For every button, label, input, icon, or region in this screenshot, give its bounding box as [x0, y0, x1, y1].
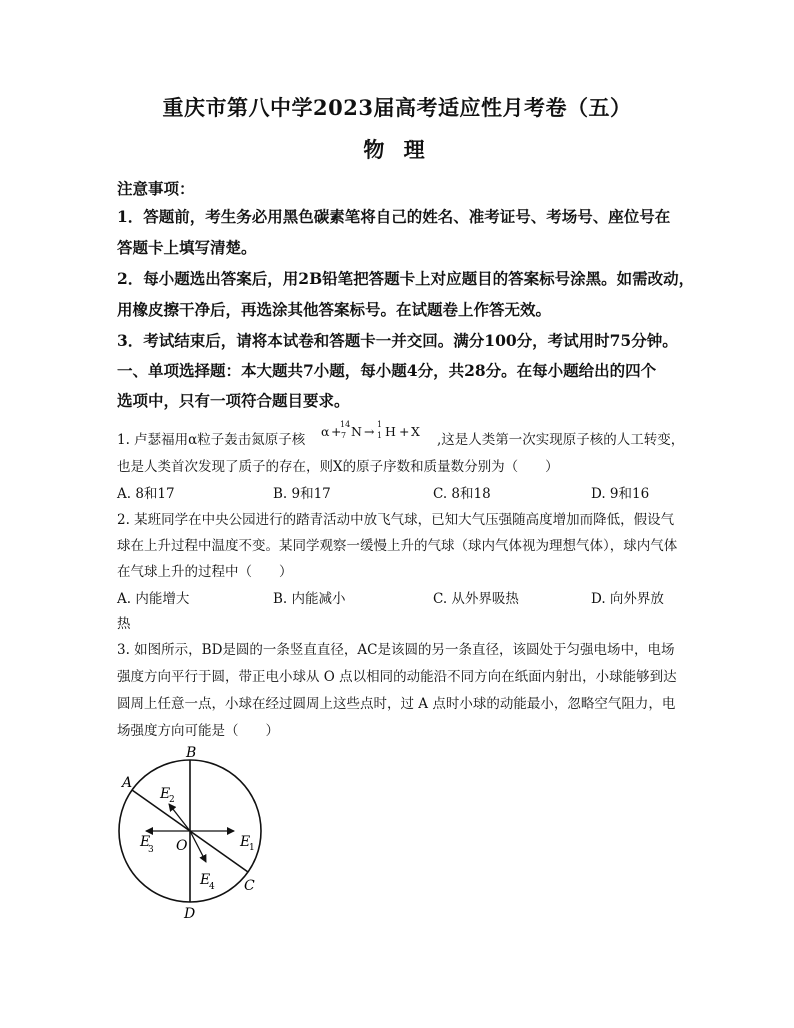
q2-stem: 球在上升过程中温度不变。某同学观察一缓慢上升的气球（球内气体视为理想气体），球内气体 [117, 538, 678, 554]
label-c: C [244, 878, 255, 894]
q1-option-b: B. 9和17 [273, 486, 331, 502]
q2-option-d-wrap: 热 [117, 616, 131, 632]
eq-plus: + [331, 424, 342, 439]
eq-n-symbol: N [351, 424, 362, 439]
q3-stem: 强度方向平行于圆，带正电小球从 O 点以相同的动能沿不同方向在纸面内射出，小球能够到达 [117, 669, 677, 685]
notice-item: 1．答题前，考生务必用黑色碳素笔将自己的姓名、准考证号、考场号、座位号在 [117, 207, 671, 226]
q1-option-a: A. 8和17 [117, 486, 175, 502]
eq-h-mass: 1 [377, 420, 383, 429]
eq-plus: + [399, 424, 410, 439]
q2-option-d: D. 向外界放 [591, 591, 664, 607]
q1-stem: 1. 卢瑟福用α粒子轰击氮原子核 [117, 432, 306, 448]
q2-option-b: B. 内能减小 [273, 591, 346, 607]
q2-option-a: A. 内能增大 [117, 591, 190, 607]
label-d: D [184, 906, 196, 922]
arrow-e4 [190, 831, 206, 862]
label-e1-sub: 1 [249, 843, 255, 853]
circle-field-figure [110, 742, 270, 922]
q3-stem: 3. 如图所示，BD是圆的一条竖直直径，AC是该圆的另一条直径，该圆处于匀强电场中，电场 [117, 642, 675, 658]
label-e1: E [240, 834, 251, 850]
q1-stem: 也是人类首次发现了质子的存在，则X的原子序数和质量数分别为（ ） [117, 459, 559, 475]
q3-stem: 圆周上任意一点，小球在经过圆周上这些点时，过 A 点时小球的动能最小，忽略空气阻力，电 [117, 696, 676, 712]
section-heading: 选项中，只有一项符合题目要求。 [117, 391, 350, 410]
subject-title: 物 理 [363, 137, 431, 162]
q2-stem: 在气球上升的过程中（ ） [117, 564, 293, 580]
eq-alpha: α [321, 424, 330, 439]
label-o: O [176, 838, 188, 854]
q1-stem: ,这是人类第一次实现原子核的人工转变， [437, 432, 685, 448]
section-heading: 一、单项选择题：本大题共7小题，每小题4分，共28分。在每小题给出的四个 [117, 361, 657, 380]
q3-stem: 场强度方向可能是（ ） [117, 723, 279, 739]
label-e2: E [160, 786, 171, 802]
notice-item: 3．考试结束后，请将本试卷和答题卡一并交回。满分100分，考试用时75分钟。 [117, 331, 678, 350]
exam-title: 重庆市第八中学2023届高考适应性月考卷（五） [162, 95, 632, 120]
notice-heading: 注意事项： [117, 179, 195, 198]
eq-h-symbol: H [385, 424, 396, 439]
q1-option-c: C. 8和18 [433, 486, 491, 502]
q1-equation [321, 420, 433, 448]
notice-item: 答题卡上填写清楚。 [117, 238, 257, 257]
eq-n-mass: 14 [340, 420, 351, 429]
label-e4: E [200, 872, 211, 888]
label-e3-sub: 3 [148, 845, 154, 855]
label-e3: E [140, 834, 151, 850]
q2-option-c: C. 从外界吸热 [433, 591, 519, 607]
label-e4-sub: 4 [209, 882, 215, 892]
label-a: A [122, 775, 133, 791]
eq-n-num: 7 [341, 431, 347, 440]
eq-arrow: → [364, 424, 375, 439]
q2-stem: 2. 某班同学在中央公园进行的踏青活动中放飞气球，已知大气压强随高度增加而降低，假设气 [117, 512, 675, 528]
eq-x-symbol: X [411, 424, 420, 439]
label-b: B [186, 745, 197, 761]
notice-item: 用橡皮擦干净后，再选涂其他答案标号。在试题卷上作答无效。 [117, 300, 552, 319]
q1-option-d: D. 9和16 [591, 486, 650, 502]
eq-h-num: 1 [377, 431, 383, 440]
label-e2-sub: 2 [169, 795, 175, 805]
notice-item: 2．每小题选出答案后，用2B铅笔把答题卡上对应题目的答案标号涂黑。如需改动， [117, 269, 695, 288]
